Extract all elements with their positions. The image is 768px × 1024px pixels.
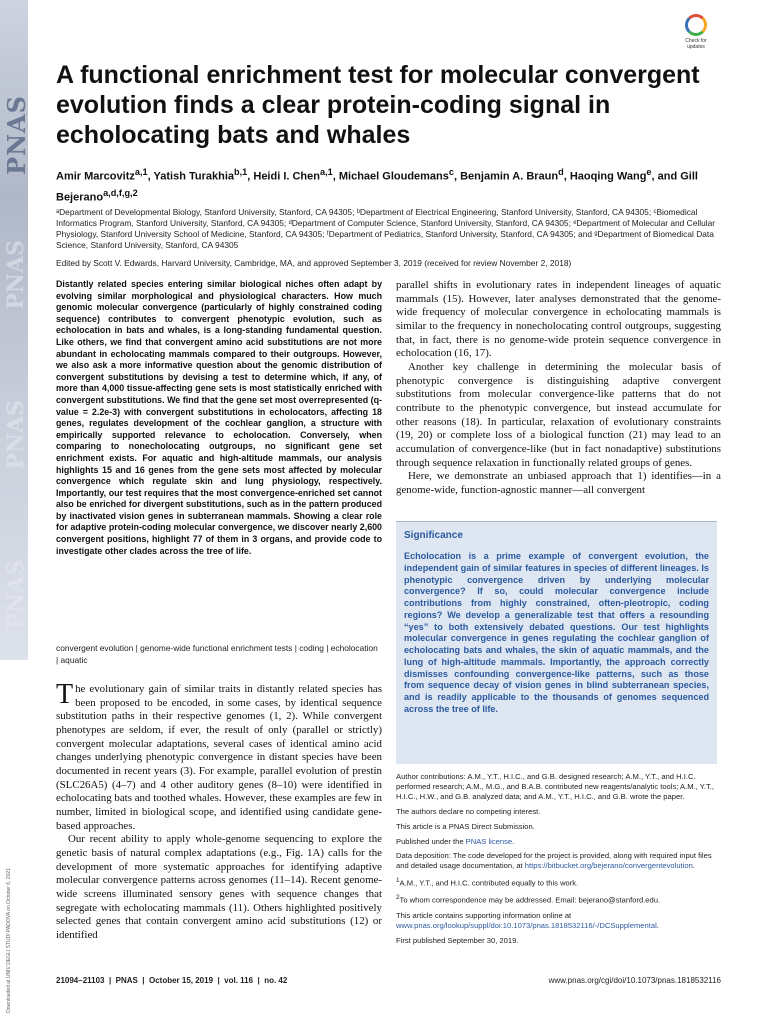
author-contributions: Author contributions: A.M., Y.T., H.I.C., and G.B. designed research; A.M., Y.T., and H.I.C. performed research; A.M., M.G., and B.A.B. contributed new reagents/analytic tools; A.M., Y.T., H.I.C., H.W., and G.B. analyzed data; and A.M., Y.T., H.I.C., and G.B. wrote the paper. [396,772,714,802]
edited-by: Edited by Scott V. Edwards, Harvard University, Cambridge, MA, and approved September 3, 2019 (received for review November 2, 2018) [56,258,572,268]
correspondence: $^2$To whom correspondence may be addressed. Email: bejerano@stanford.edu. [396,894,661,905]
keyword: genome-wide functional enrichment tests [140,643,293,653]
equal-contribution: $^1$A.M., Y.T., and H.I.C. contributed equally to this work. [396,877,579,888]
author: Gill Bejerano [56,170,698,204]
body-paragraph: Another key challenge in determining the molecular basis of phenotypic convergence is distinguishing adaptive convergent substitutions from molecular convergence-like patterns that do not contribute to the phenotypic convergence, but instead accumulate for other reasons (18). In particular, relaxation of evolutionary constraints (19, 20) or complete loss of a biological function (21) may lead to an accumulation of convergence-like (but in fact nonadaptive) substitutions through sequence relaxation in functionally related groups of genes. [396,360,721,469]
page-footer [56,976,721,985]
significance-heading: Significance [404,530,463,541]
author: Haoqing Wang [569,170,647,183]
author: Michael Gloudemans [338,170,449,183]
significance-box [396,521,717,764]
data-deposition: Data deposition: The code developed for the project is provided, along with required input files and detailed usage documentation, at https://bitbucket.org/bejerano/convergentevolution. [396,851,712,871]
sidebar-watermark: PNAS [3,560,29,630]
journal-sidebar [0,0,31,660]
keyword: echolocation [330,643,378,653]
check-for-updates-button[interactable] [676,14,716,60]
competing-interest: The authors declare no competing interest. [396,807,541,817]
keywords: convergent evolution | genome-wide functional enrichment tests | coding | echolocation | aquatic [56,643,378,665]
license-note: Published under the PNAS license. [396,836,515,846]
body-column-right [396,279,721,498]
code-repository-link[interactable]: https://bitbucket.org/bejerano/convergentevolution [524,861,693,871]
check-for-updates-icon [685,14,707,36]
direct-submission: This article is a PNAS Direct Submission. [396,821,535,831]
body-paragraph: Our recent ability to apply whole-genome sequencing to explore the genetic basis of natural complex adaptations (e.g., Fig. 1A) calls for the development of more systematic approaches for identifying adaptive molecular convergence patterns across genomes (11–14). Recent genome-wide screens illuminated sensory genes with sequence changes that segregate with echolocating mammals (11). Others highlighted positively selected genes that contain convergent amino acid substitutions (12) or identified [56,833,382,941]
keyword: aquatic [60,655,88,665]
check-for-updates-label: Check for updates [685,38,707,50]
author: Amir Marcovitz [56,170,135,183]
body-paragraph: Here, we demonstrate an unbiased approach that 1) identifies—in a genome-wide, function-agnostic manner—all convergent [396,470,721,496]
supporting-info: This article contains supporting information online at www.pnas.org/lookup/suppl/doi:10.1073/pnas.1818532116/-/DCSupplemental. [396,910,659,930]
affiliations: ᵃDepartment of Developmental Biology, Stanford University, Stanford, CA 94305; ᵇDepartment of Electrical Engineering, Stanford University, Stanford, CA 94305; ᶜBiomedical Informatics Program, Stanford University, Stanford, CA 94305; ᵈDepartment of Computer Science, Stanford University, Stanford, CA 94305; ᵉDepartment of Molecular and Cellular Physiology, Stanford University School of Medicine, Stanford, CA 94305; ᶠDepartment of Pediatrics, Stanford University, Stanford, CA 94305; and ᵍDepartment of Biomedical Data Science, Stanford University, Stanford, CA 94305 [56,207,716,250]
doi-url[interactable]: www.pnas.org/cgi/doi/10.1073/pnas.1818532116 [548,976,721,985]
abstract: Distantly related species entering similar biological niches often adapt by evolving similar morphological and physiological characters. How much genomic molecular convergence (particularly of highly constrained coding sequence) contributes to convergent phenotypic evolution, such as echolocation in bats and whales, is a long-standing fundamental question. Like others, we find that convergent amino acid substitutions are not more abundant in echolocating mammals compared to their outgroups. However, we also ask a more informative question about the genomic distribution of convergent substitutions by devising a test to determine which, if any, of more than 4,000 tissue-affecting gene sets is most statistically enriched with convergent substitutions. We find that the gene set most overrepresented (q-value = 2.2e-3) with convergent substitutions in echolocators, affecting 18 genes, regulates development of the cochlear ganglion, a structure with empirically supported relevance to echolocation. Conversely, when comparing to nonecholocating outgroups, no significant gene set enrichment exists. For aquatic and high-altitude mammals, our analysis highlights 15 and 16 genes from the gene sets most affected by molecular convergence which regulate skin and lung physiology, respectively. Importantly, our test requires that the most convergence-enriched set cannot also be enriched for divergent substitutions, such as in the pattern produced by inactivated vision genes in subterranean mammals. Showing a clear role for adaptive protein-coding molecular convergence, we discover nearly 2,600 convergent positions, highlight 77 of them in 3 organs, and provide code to investigate other clades across the tree of life. [56,279,382,556]
first-published: First published September 30, 2019. [396,935,519,945]
pnas-logo: PNAS [2,95,31,175]
author-list: Amir Marcovitz$^{a,1}$, Yatish Turakhia$^{b,1}$, Heidi I. Chen$^{a,1}$, Michael Gloudemans$^c$, Benjamin A. Braun$^d$, Haoqing Wang$^e$, and Gill Bejerano$^{a,d,f,g,2}$ [56,167,698,204]
drop-cap: T [56,679,74,710]
author: Yatish Turakhia [153,170,235,183]
significance-text: Echolocation is a prime example of convergent evolution, the independent gain of similar features in species of different lineages. Is phenotypic convergence driven by underlying molecular convergence? If so, could molecular convergence include contributions from highly constrained, often-pleotropic, coding regions? We develop a generalizable test that offers a resounding “yes” to both extensively debated questions. Our test highlights molecular convergence in genes regulating the cochlear ganglion of echolocating bats and whales, the skin of aquatic mammals, and the lung of high-altitude mammals. Importantly, the approach correctly dismisses confounding convergence-like patterns, such as those from sequence decay of vision genes in blind subterranean species, and is readily applicable to the thousands of genomes sequenced across the tree of life. [404,551,709,714]
download-note: Downloaded at UNIV DEGLI STUDI PADOVA on October 6, 2021 [6,868,12,1013]
author: Benjamin A. Braun [460,170,559,183]
author: Heidi I. Chen [253,170,320,183]
citation-line: 21094–21103 | PNAS | October 15, 2019 | vol. 116 | no. 42 [56,976,288,985]
footnotes [396,772,721,950]
paper-title: A functional enrichment test for molecular convergent evolution finds a clear protein-coding signal in echolocating bats and whales [56,61,700,149]
license-link[interactable]: PNAS license [465,836,513,846]
body-paragraph: parallel shifts in evolutionary rates in independent lineages of aquatic mammals (15). However, later analyses demonstrated that the genome-wide frequency of molecular convergence in echolocating mammals is similar to the frequency in nonecholocating control outgroups, suggesting that, in fact, there is no genome-wide protein sequence convergence in echolocation (16, 17). [396,279,721,360]
sidebar-watermark: PNAS [3,400,29,470]
body-column-left [56,679,382,942]
supplemental-link[interactable]: www.pnas.org/lookup/suppl/doi:10.1073/pnas.1818532116/-/DCSupplemental [396,920,657,930]
sidebar-watermark: PNAS [3,240,29,310]
body-paragraph: The evolutionary gain of similar traits in distantly related species has been proposed to be encoded, in some cases, by identical sequence substitution paths in their respective genomes (1, 2). While convergent phenotypes are seldom, if ever, the result of only (parallel or strictly) convergent molecular adaptations, several cases of identical amino acid changes underlying phenotypic convergence in distant species have been documented in recent years (3). For example, parallel evolution of prestin (SLC26A5) (4–7) and 4 other auditory genes (8–10) were identified in echolocating bats and toothed whales. However, these examples are few in number, limited in biological scope, and identified using candidate gene-based approaches. [56,679,382,832]
keyword: coding [299,643,324,653]
keyword: convergent evolution [56,643,134,653]
